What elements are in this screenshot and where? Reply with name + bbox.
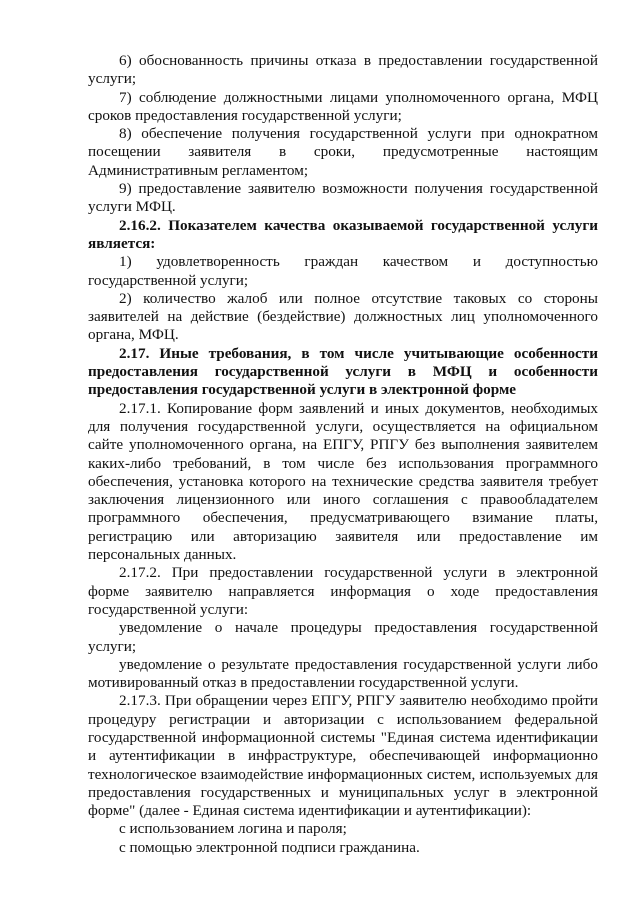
quality-indicator-1: 1) удовлетворенность граждан качеством и доступностью государственной услуги; bbox=[88, 253, 598, 289]
list-item-7: 7) соблюдение должностными лицами уполномоченного органа, МФЦ сроков предоставления государственной услуги; bbox=[88, 88, 598, 124]
quality-indicator-2: 2) количество жалоб или полное отсутствие таковых со стороны заявителей на действие (бездействие) должностных лиц уполномоченного органа, МФЦ. bbox=[88, 289, 598, 344]
section-2-16-2-heading: 2.16.2. Показателем качества оказываемой государственной услуги является: bbox=[88, 216, 598, 252]
list-item-8: 8) обеспечение получения государственной услуги при однократном посещении заявителя в сроки, предусмотренные настоящим Административным регламентом; bbox=[88, 125, 598, 179]
notification-item-result: уведомление о результате предоставления государственной услуги либо мотивированный отказ в предоставлении государственной услуги. bbox=[88, 655, 598, 692]
auth-method-login: с использованием логина и пароля; bbox=[119, 820, 347, 838]
notification-item-start: уведомление о начале процедуры предоставления государственной услуги; bbox=[88, 619, 598, 655]
paragraph-2-17-1: 2.17.1. Копирование форм заявлений и иных документов, необходимых для получения государственной услуги, осуществляется на официальном сайте уполномоченного органа, на ЕПГУ, РПГУ без выполнения заявителем каких-либо требований, в том числе без использования программного обеспечения, установка которого на технические средства заявителя требует заключения лицензионного или иного соглашения с правообладателем программного обеспечения, предусматривающего взимание платы, регистрацию или авторизацию заявителя или предоставление им персональных данных. bbox=[88, 399, 598, 564]
list-item-9: 9) предоставление заявителю возможности получения государственной услуги МФЦ. bbox=[88, 180, 598, 216]
list-item-6: 6) обоснованность причины отказа в предоставлении государственной услуги; bbox=[88, 52, 598, 88]
section-2-17-heading: 2.17. Иные требования, в том числе учитывающие особенности предоставления государственной услуги в МФЦ и особенности предоставления государственной услуги в электронной форме bbox=[88, 344, 598, 399]
document-page bbox=[88, 52, 598, 857]
auth-method-signature: с помощью электронной подписи гражданина. bbox=[119, 838, 420, 856]
paragraph-2-17-2: 2.17.2. При предоставлении государственной услуги в электронной форме заявителю направляется информация о ходе предоставления государственной услуги: bbox=[88, 564, 598, 618]
paragraph-2-17-3: 2.17.3. При обращении через ЕПГУ, РПГУ заявителю необходимо пройти процедуру регистрации и авторизации с использованием федеральной государственной информационной системы "Единая система идентификации и аутентификации в инфраструктуре, обеспечивающей информационно технологическое взаимодействие информационных систем, используемых для предоставления государственных и муниципальных услуг в электронной форме" (далее - Единая система идентификации и аутентификации): bbox=[88, 692, 598, 820]
